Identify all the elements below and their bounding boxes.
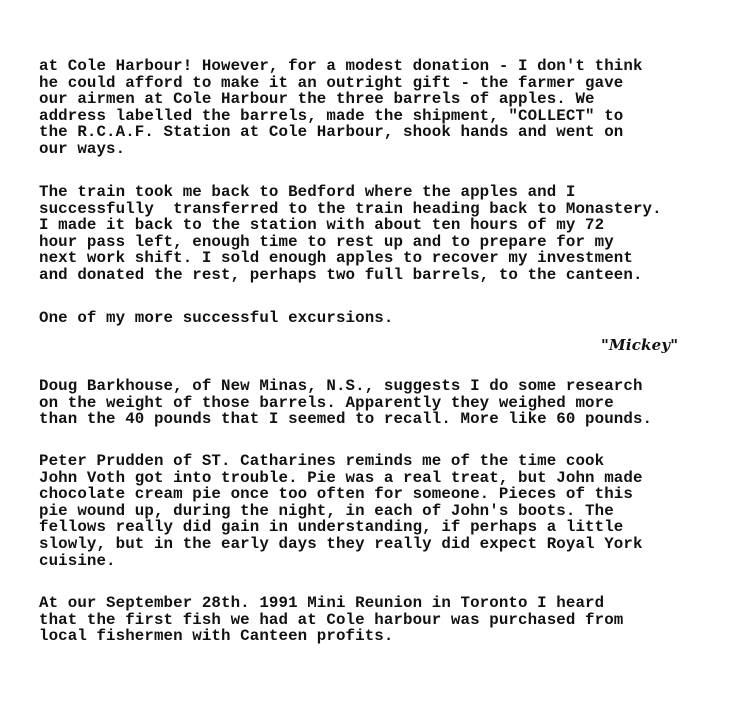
signature-mickey: "Mickey": [601, 336, 679, 354]
paragraph-doug-barkhouse: Doug Barkhouse, of New Minas, N.S., suggests I do some research on the weight of those barrels. Apparently they weighed more than the 40 pounds that I seemed to recall. More like 60 pounds.: [39, 377, 653, 429]
paragraph-mini-reunion: At our September 28th. 1991 Mini Reunion in Toronto I heard that the first fish we had at Cole harbour was purchased from local fishermen with Canteen profits.: [39, 594, 624, 646]
paragraph-train-back: The train took me back to Bedford where the apples and I successfully transferred to the train heading back to Monastery. I made it back to the station with about ten hours of my 72 hour pass left, enough time to rest up and to prepare for my next work shift. I sold enough apples to recover my investment and donated the rest, perhaps two full barrels, to the canteen.: [39, 183, 662, 284]
paragraph-apple-barrels: at Cole Harbour! However, for a modest donation - I don't think he could afford to make it an outright gift - the farmer gave our airmen at Cole Harbour the three barrels of apples. We address labelled the barrels, made the shipment, "COLLECT" to the R.C.A.F. Station at Cole Harbour, shook hands and went on our ways.: [39, 57, 643, 158]
paragraph-excursions: One of my more successful excursions.: [39, 309, 394, 327]
paragraph-peter-prudden: Peter Prudden of ST. Catharines reminds me of the time cook John Voth got into trouble. Pie was a real treat, but John made chocolate cream pie once too often for someone. Pieces of this pie wound up, during the night, in each of John's boots. The fellows really did gain in understanding, if perhaps a little slowly, but in the early days they really did expect Royal York cuisine.: [39, 452, 643, 570]
